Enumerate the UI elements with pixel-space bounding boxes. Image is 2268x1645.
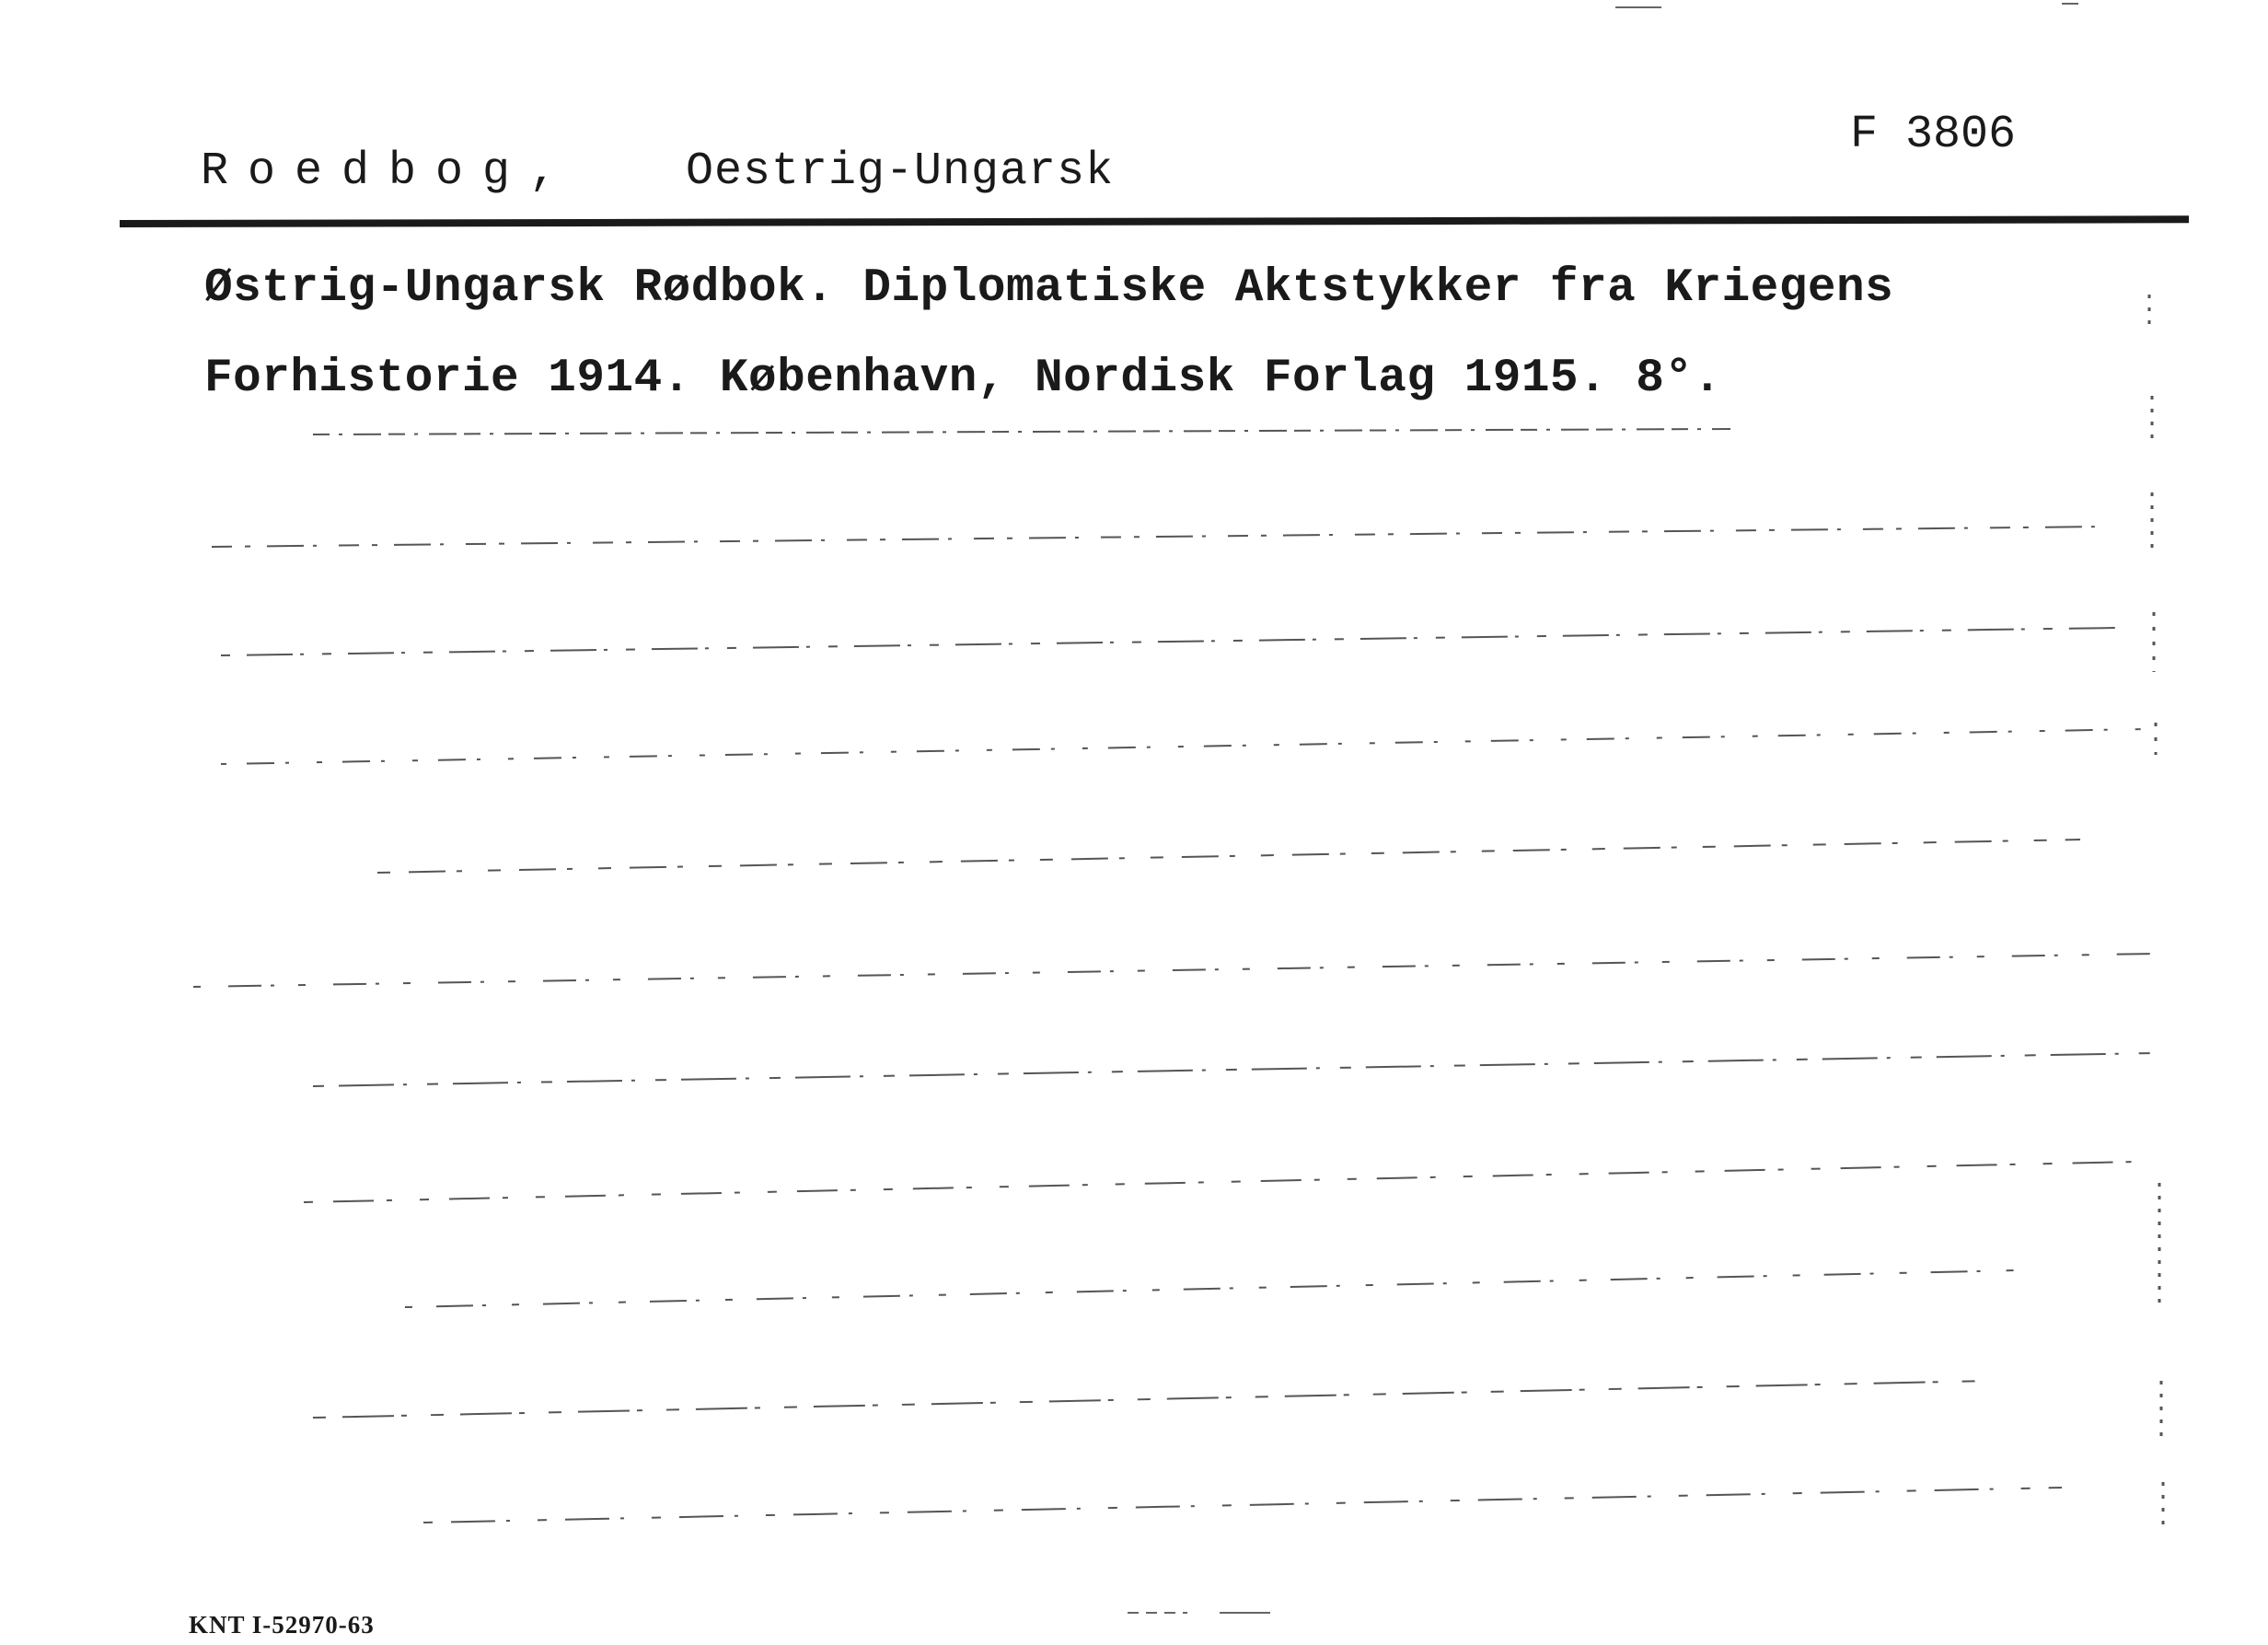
call-number: F 3806 [1850,109,2017,161]
description-line-2: Forhistorie 1914. København, Nordisk Forlag 1915. 8°. [204,353,1722,405]
heading-subdivision: Oestrig-Ungarsk [686,145,1115,198]
description-line-1: Østrig-Ungarsk Rødbok. Diplomatiske Aktstykker fra Kriegens [204,262,1894,315]
heading-subject: Roedbog, [201,145,577,198]
catalog-code: KNT I-52970-63 [189,1611,375,1639]
